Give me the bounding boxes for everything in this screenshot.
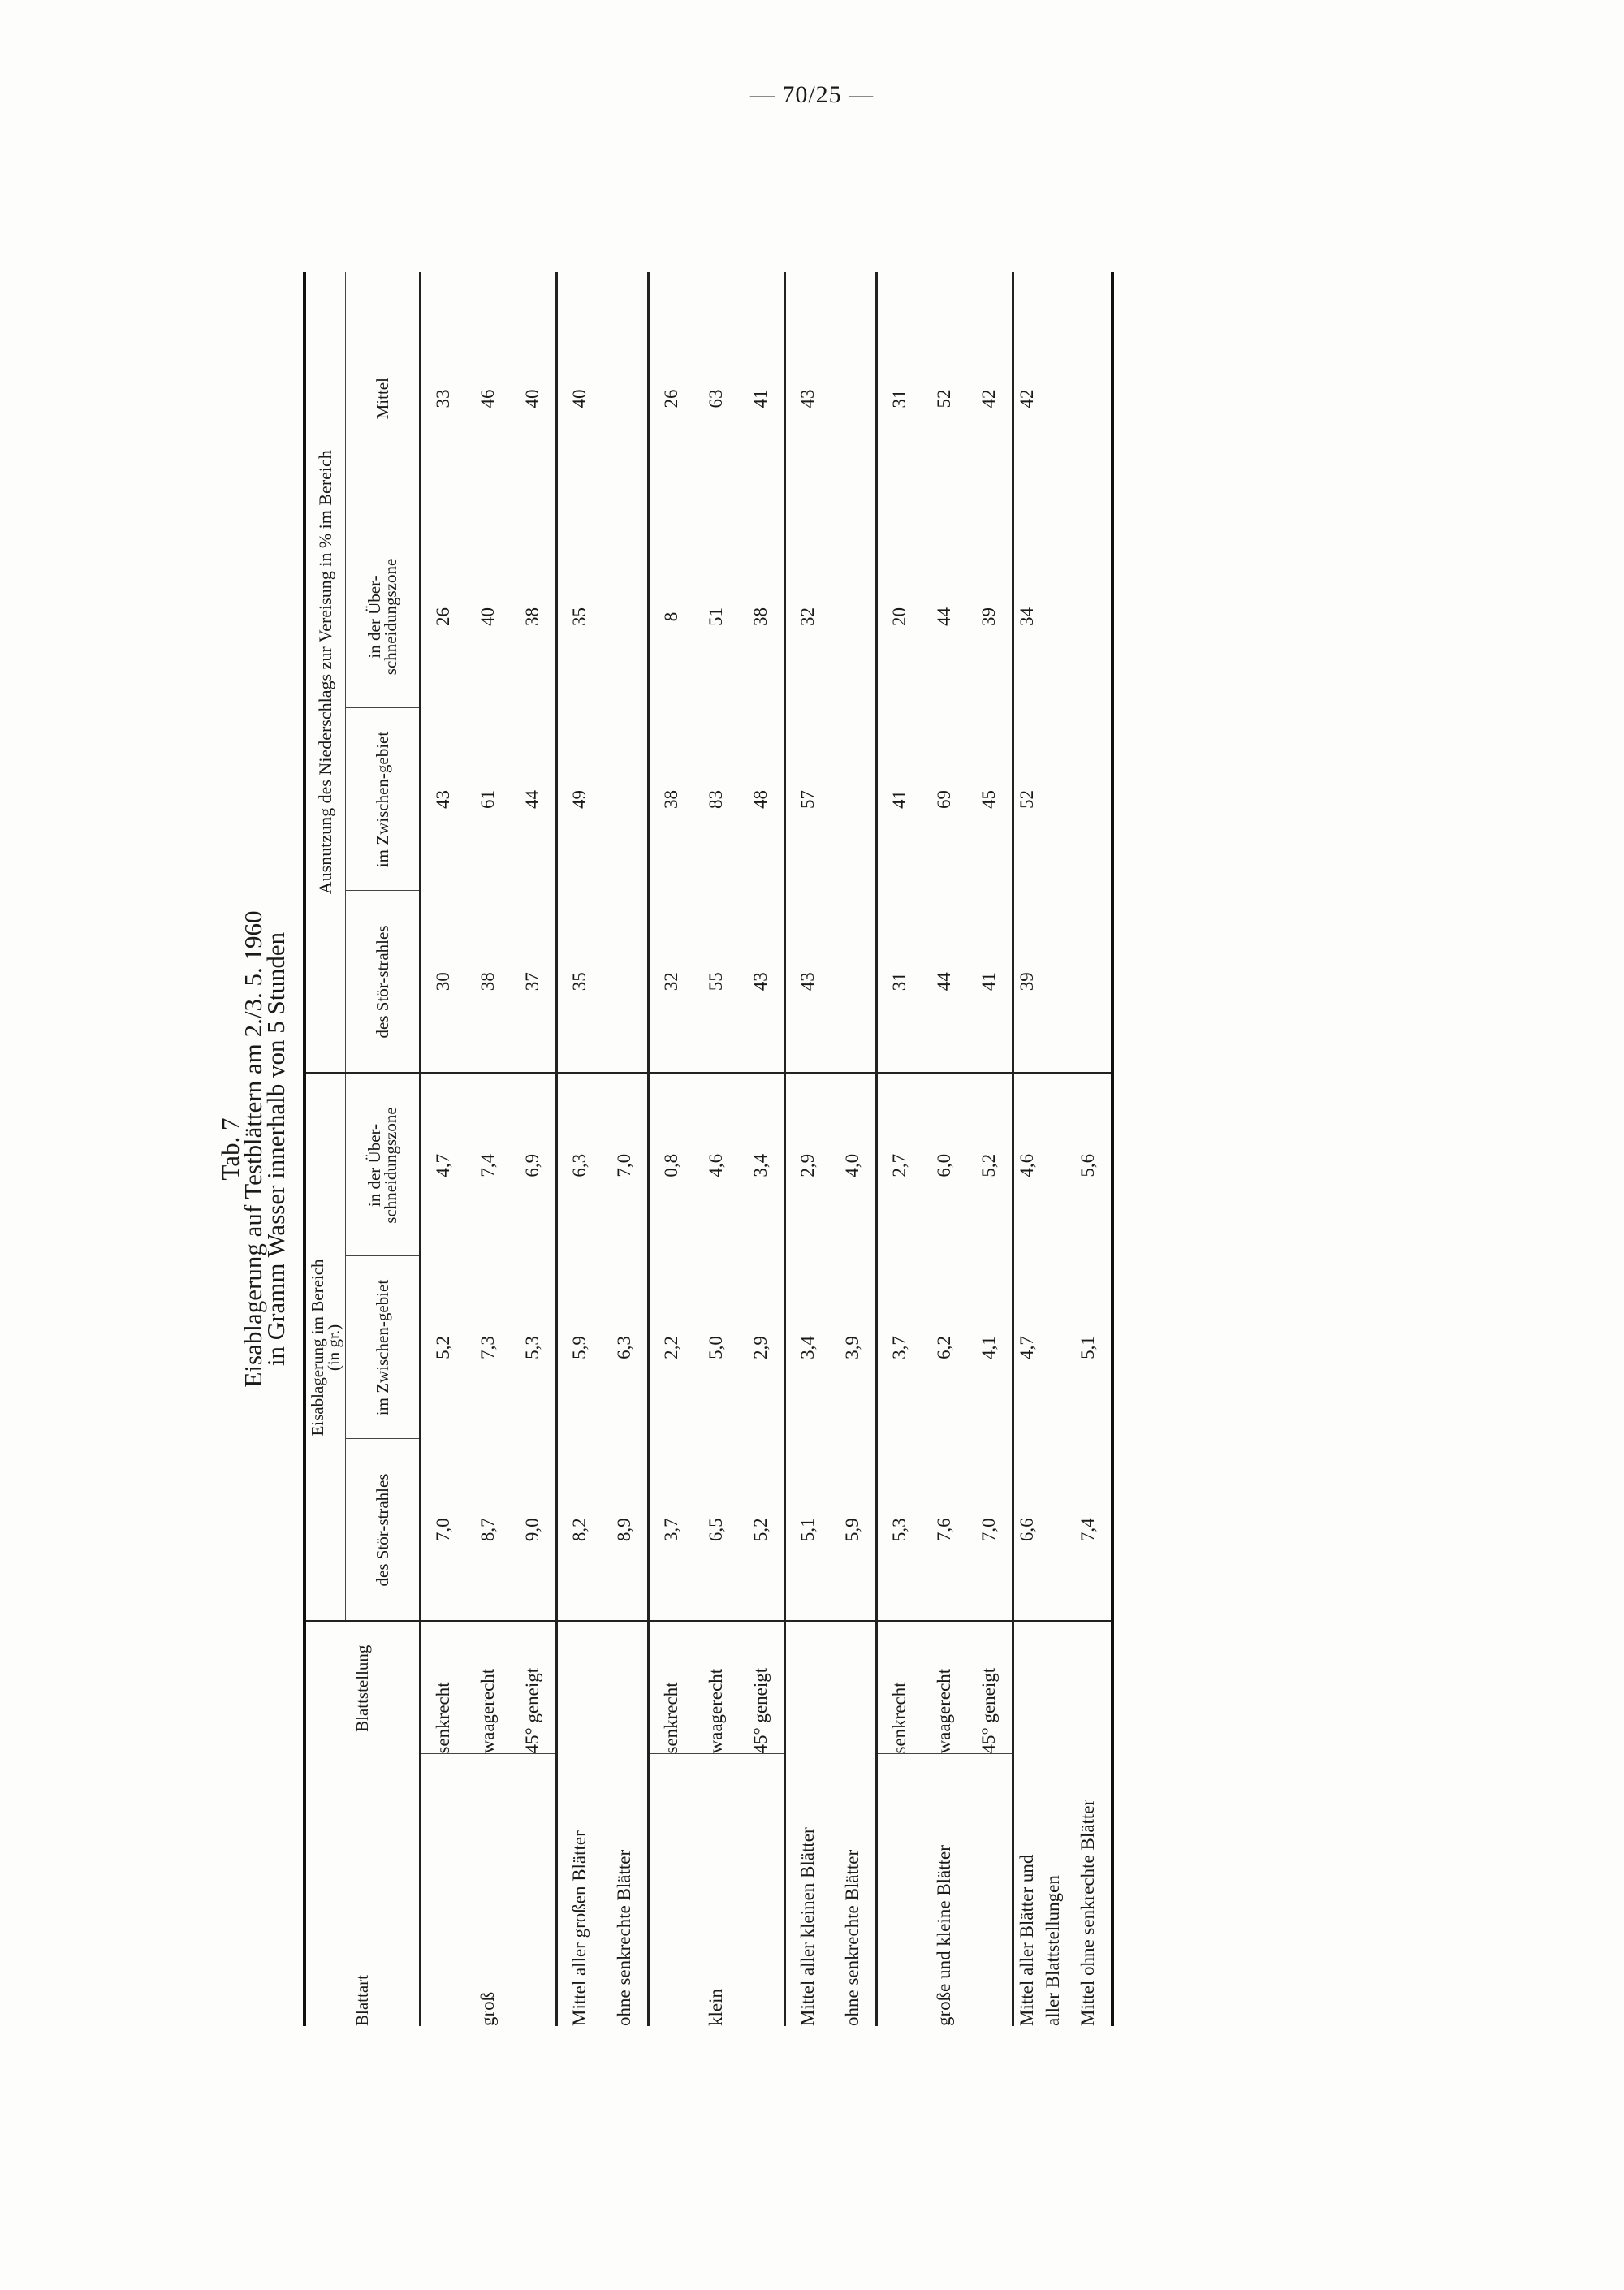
- cell-a1: 35: [556, 891, 603, 1074]
- cell-a2: 69: [934, 789, 954, 809]
- cell-a2: [831, 708, 877, 891]
- cell-e3: 6,3: [556, 1074, 603, 1256]
- row-blattart: [420, 1754, 466, 2026]
- row-blattart: ohne senkrechte Blätter: [614, 1849, 634, 2026]
- row-blattstellung: senkrecht: [648, 1622, 694, 1754]
- cell-e1: 7,4: [1066, 1439, 1112, 1622]
- cell-e2: [1040, 1256, 1066, 1439]
- row-blattstellung: senkrecht: [876, 1622, 922, 1754]
- cell-a1: 38: [466, 891, 511, 1074]
- cell-a4: [1066, 272, 1112, 525]
- cell-e3: [1040, 1074, 1066, 1256]
- header-aus-mittel: Mittel: [345, 272, 420, 525]
- row-blattart: [511, 1754, 557, 2026]
- cell-e3: 5,6: [1066, 1074, 1112, 1256]
- row-blattart: Mittel aller Blätter und: [1013, 1622, 1040, 2026]
- cell-e2: 2,9: [750, 1336, 771, 1359]
- table-row: [648, 272, 694, 2026]
- cell-e1: 7,0: [967, 1439, 1013, 1622]
- cell-e1: 9,0: [511, 1439, 557, 1622]
- cell-e1: 8,9: [603, 1439, 649, 1622]
- cell-a3: 38: [750, 607, 771, 626]
- cell-a3: [831, 525, 877, 708]
- cell-a2: 38: [648, 708, 694, 891]
- cell-e1: 6,6: [1013, 1439, 1040, 1622]
- row-blattart: [648, 1754, 694, 2026]
- cell-a4: 52: [934, 389, 954, 408]
- header-eisablagerung: [304, 1074, 345, 1622]
- row-blattart: große und kleine Blätter: [934, 1845, 954, 2026]
- cell-a2: 61: [477, 789, 498, 809]
- cell-a2: 43: [420, 708, 466, 891]
- cell-a3: [1040, 525, 1066, 708]
- cell-a4: 40: [556, 272, 603, 525]
- cell-a2: [603, 708, 649, 891]
- cell-a2: [1066, 708, 1112, 891]
- header-eis-zwischen: im Zwischen-gebiet: [345, 1256, 420, 1439]
- cell-a3: [603, 525, 649, 708]
- row-blattart: ohne senkrechte Blätter: [842, 1849, 862, 2026]
- row-blattart: [876, 1754, 922, 2026]
- cell-a1: [1040, 891, 1066, 1074]
- caption-line-3: in Gramm Wasser innerhalb von 5 Stunden: [261, 931, 290, 1367]
- row-blattart: groß: [477, 1991, 498, 2026]
- cell-e1: 5,1: [784, 1439, 831, 1622]
- cell-e2: 5,9: [556, 1256, 603, 1439]
- table-row: [784, 272, 831, 2026]
- table-row: [831, 272, 877, 2026]
- cell-a3: 40: [477, 607, 498, 626]
- cell-a1: 32: [648, 891, 694, 1074]
- table-row: [466, 272, 511, 2026]
- cell-a1: [603, 891, 649, 1074]
- table-row: [511, 272, 557, 2026]
- row-blattstellung: 45° geneigt: [739, 1622, 785, 1754]
- row-blattstellung: waagerecht: [466, 1622, 511, 1754]
- header-eis-ueber: in der Über-schneidungszone: [345, 1074, 420, 1256]
- row-blattstellung: senkrecht: [420, 1622, 466, 1754]
- cell-e2: 5,2: [420, 1256, 466, 1439]
- cell-a3: 32: [784, 525, 831, 708]
- row-blattart: Mittel aller großen Blätter: [556, 1622, 603, 2026]
- row-blattart: [739, 1754, 785, 2026]
- cell-e1: 5,3: [876, 1439, 922, 1622]
- table-row: [922, 272, 967, 2026]
- cell-e3: 3,4: [750, 1153, 771, 1177]
- cell-e1: 8,7: [466, 1439, 511, 1622]
- header-eis-stoer: des Stör-strahles: [345, 1439, 420, 1622]
- cell-e3: 7,0: [614, 1153, 634, 1177]
- cell-e2: 4,7: [1013, 1256, 1040, 1439]
- header-aus-ueber: in der Über-schneidungszone: [345, 525, 420, 708]
- cell-e1: 7,0: [420, 1439, 466, 1622]
- row-blattstellung: 45° geneigt: [967, 1622, 1013, 1754]
- cell-a2: 57: [784, 708, 831, 891]
- row-blattstellung: waagerecht: [922, 1622, 967, 1754]
- cell-a2: 44: [522, 789, 542, 809]
- table-row: [1013, 272, 1040, 2026]
- cell-a4: 43: [784, 272, 831, 525]
- cell-a3: 44: [934, 607, 954, 626]
- cell-a4: 42: [1013, 272, 1040, 525]
- header-aus-stoer: des Stör-strahles: [345, 891, 420, 1074]
- cell-e2: 5,3: [522, 1336, 542, 1359]
- cell-a4: 31: [876, 272, 922, 525]
- cell-e2: 5,1: [1066, 1256, 1112, 1439]
- cell-a1: 41: [967, 891, 1013, 1074]
- cell-a3: 38: [522, 607, 542, 626]
- cell-e1: 5,9: [831, 1439, 877, 1622]
- cell-a1: 44: [922, 891, 967, 1074]
- cell-e2: 6,2: [934, 1336, 954, 1359]
- cell-e1: 5,2: [739, 1439, 785, 1622]
- cell-a4: 42: [978, 389, 999, 408]
- cell-a2: 45: [978, 789, 999, 809]
- caption-line-2: Eisablagerung auf Testblättern am 2./3. 5. 1960: [239, 910, 267, 1388]
- row-blattart: Mittel aller kleinen Blätter: [784, 1622, 831, 2026]
- cell-a4: 63: [706, 389, 726, 408]
- cell-a3: 26: [420, 525, 466, 708]
- cell-a4: 46: [477, 389, 498, 408]
- cell-a2: 52: [1013, 708, 1040, 891]
- cell-a4: 41: [750, 389, 771, 408]
- cell-e3: 4,6: [706, 1153, 726, 1177]
- header-blattart: Blattart: [304, 1754, 420, 2026]
- table-row: [967, 272, 1013, 2026]
- cell-e1: [1040, 1439, 1066, 1622]
- cell-e3: 2,7: [876, 1074, 922, 1256]
- cell-e3: 4,0: [842, 1153, 862, 1177]
- table-row: [739, 272, 785, 2026]
- cell-a4: [603, 272, 649, 525]
- cell-e3: 2,9: [784, 1074, 831, 1256]
- table-caption: [216, 272, 290, 2026]
- page-number: — 70/25 —: [749, 81, 875, 108]
- row-blattart: [967, 1754, 1013, 2026]
- cell-e3: 0,8: [648, 1074, 694, 1256]
- cell-a3: [1066, 525, 1112, 708]
- cell-e3: 4,6: [1013, 1074, 1040, 1256]
- cell-e1: 8,2: [556, 1439, 603, 1622]
- table-row: [1040, 272, 1066, 2026]
- cell-a1: 37: [511, 891, 557, 1074]
- cell-a2: [1040, 708, 1066, 891]
- cell-a3: 8: [648, 525, 694, 708]
- row-blattart: Mittel ohne senkrechte Blätter: [1066, 1622, 1112, 2026]
- table-row: [420, 272, 466, 2026]
- cell-e2: 6,3: [614, 1336, 634, 1359]
- cell-a4: [831, 272, 877, 525]
- table-body: [420, 272, 1112, 2026]
- row-blattstellung: waagerecht: [694, 1622, 739, 1754]
- cell-e2: 4,1: [978, 1336, 999, 1359]
- cell-a1: 30: [420, 891, 466, 1074]
- cell-a4: [1040, 272, 1066, 525]
- cell-e2: 3,7: [876, 1256, 922, 1439]
- header-ausnutzung: Ausnutzung des Niederschlags zur Vereisung in % im Bereich: [304, 272, 345, 1074]
- cell-a1: [1066, 891, 1112, 1074]
- cell-e2: 3,9: [842, 1336, 862, 1359]
- cell-a3: 34: [1013, 525, 1040, 708]
- cell-a2: 48: [750, 789, 771, 809]
- row-blattstellung: 45° geneigt: [511, 1622, 557, 1754]
- cell-e2: 5,0: [706, 1336, 726, 1359]
- cell-e2: 7,3: [477, 1336, 498, 1359]
- header-blattstellung: Blattstellung: [304, 1622, 420, 1754]
- cell-a3: 39: [978, 607, 999, 626]
- table-row: [556, 272, 603, 2026]
- cell-a1: 55: [694, 891, 739, 1074]
- cell-a2: 49: [556, 708, 603, 891]
- cell-a3: 51: [706, 607, 726, 626]
- rotated-table-sheet: [216, 272, 1328, 2026]
- cell-a1: [831, 891, 877, 1074]
- header-eis-unit: (in gr.): [323, 1324, 343, 1372]
- cell-a1: 39: [1013, 891, 1040, 1074]
- cell-e3: 4,7: [420, 1074, 466, 1256]
- data-table: [303, 272, 1114, 2026]
- cell-a1: 43: [784, 891, 831, 1074]
- cell-a4: 26: [648, 272, 694, 525]
- row-blattart: klein: [706, 1989, 726, 2026]
- caption-line-1: Tab. 7: [216, 1117, 244, 1181]
- table-row: [876, 272, 922, 2026]
- cell-a2: 83: [706, 789, 726, 809]
- cell-e2: 2,2: [648, 1256, 694, 1439]
- cell-e1: 3,7: [648, 1439, 694, 1622]
- cell-a4: 40: [522, 389, 542, 408]
- cell-e3: 7,4: [477, 1153, 498, 1177]
- cell-a2: 41: [876, 708, 922, 891]
- cell-a4: 33: [420, 272, 466, 525]
- cell-a3: 20: [876, 525, 922, 708]
- row-blattart: aller Blattstellungen: [1042, 1875, 1063, 2026]
- cell-a1: 31: [876, 891, 922, 1074]
- header-aus-zwischen: im Zwischen-gebiet: [345, 708, 420, 891]
- cell-a3: 35: [556, 525, 603, 708]
- table-row: [603, 272, 649, 2026]
- cell-e1: 6,5: [694, 1439, 739, 1622]
- table-row: [694, 272, 739, 2026]
- cell-e3: 6,0: [934, 1153, 954, 1177]
- header-eis-title: Eisablagerung im Bereich: [307, 1259, 327, 1437]
- cell-a1: 43: [739, 891, 785, 1074]
- table-row: [1066, 272, 1112, 2026]
- cell-e3: 5,2: [978, 1153, 999, 1177]
- cell-e2: 3,4: [784, 1256, 831, 1439]
- cell-e3: 6,9: [522, 1153, 542, 1177]
- cell-e1: 7,6: [922, 1439, 967, 1622]
